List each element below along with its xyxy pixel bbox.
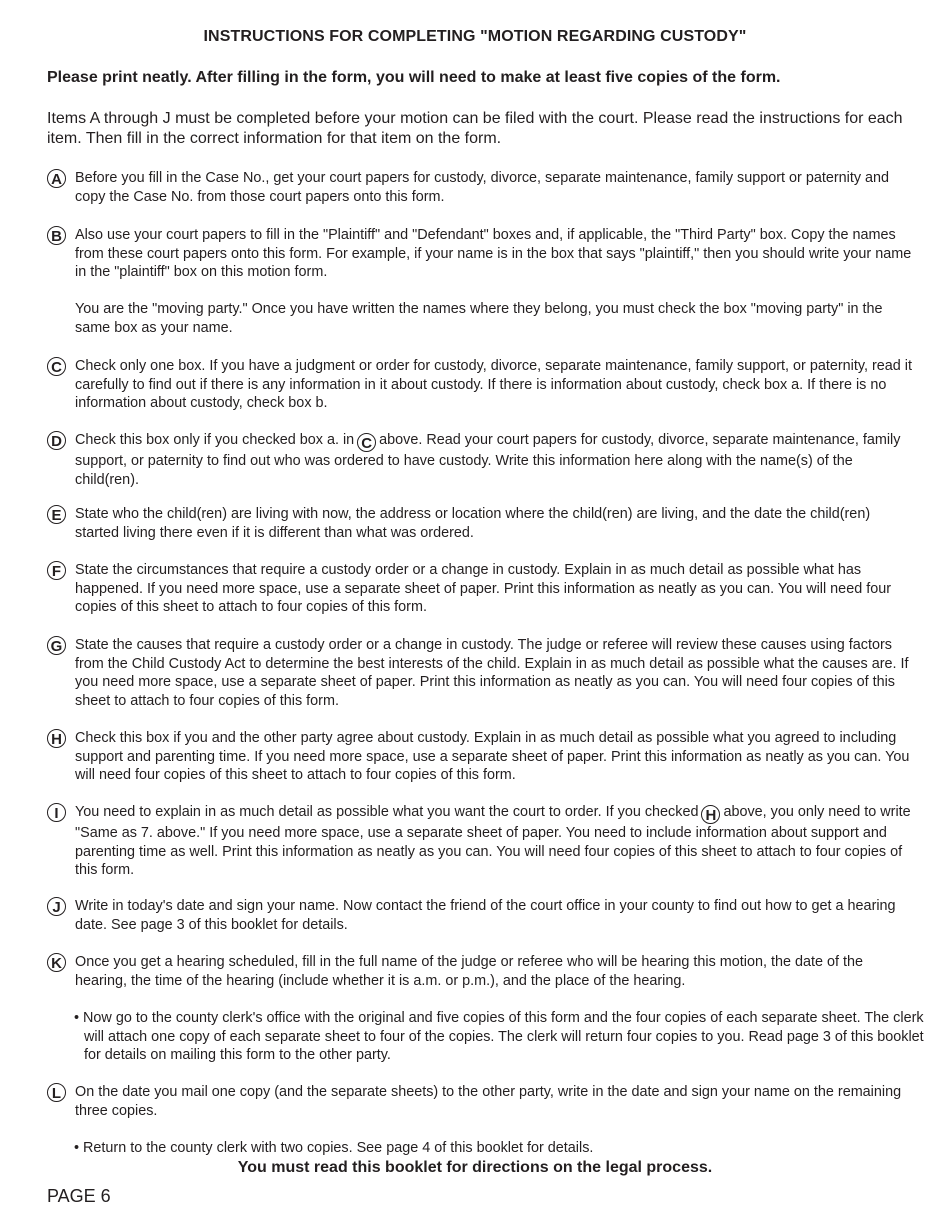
item-letter-badge: J xyxy=(47,897,66,916)
item-letter-badge: I xyxy=(47,803,66,822)
item-f xyxy=(47,561,913,617)
item-letter-badge: K xyxy=(47,953,66,972)
item-text: On the date you mail one copy (and the separate sheets) to the other party, write in the date and sign your name on the remaining three copies. xyxy=(75,1084,902,1119)
item-reference-badge: H xyxy=(701,805,720,824)
item-letter-badge: F xyxy=(47,561,66,580)
item-letter-badge: H xyxy=(47,729,66,748)
page-title: INSTRUCTIONS FOR COMPLETING "MOTION REGARDING CUSTODY" xyxy=(203,28,747,45)
item-letter-badge: C xyxy=(47,357,66,376)
item-text-moving-party: You are the "moving party." Once you have written the names where they belong, you must check the box "moving party" in the same box as your name. xyxy=(75,301,883,336)
item-text: State the causes that require a custody order or a change in custody. The judge or referee will review these causes using factors from the Child Custody Act to determine the best interests of the child. Explain in as much detail as possible what the causes are. If you need more space, use a separate sheet of paper. Print this information as neatly as you can. You will need four copies of this sheet to attach to four copies of this form. xyxy=(75,637,909,709)
item-text: Check only one box. If you have a judgment or order for custody, divorce, separate maintenance, family support, or paternity, read it carefully to find out if there is any information in it about custody. If there is information about custody, check box a. If there is no information about custody, check box b. xyxy=(75,358,912,412)
item-letter-badge: E xyxy=(47,505,66,524)
bullet-return-clerk: • Return to the county clerk with two copies. See page 4 of this booklet for details. xyxy=(74,1140,594,1156)
item-c xyxy=(47,357,913,413)
item-text xyxy=(75,431,913,489)
page-number: PAGE 6 xyxy=(47,1186,111,1206)
item-letter-badge: D xyxy=(47,431,66,450)
item-k xyxy=(47,953,913,990)
item-text-after: above. Read your court papers for custody, divorce, separate maintenance, family support, or paternity to find out who was ordered to have custody. Write this information here along with the name(s) of the child(ren). xyxy=(75,432,901,488)
intro-instructions: Items A through J must be completed before your motion can be filed with the court. Please read the instructions for each item. Then fill in the correct information for that item on the form. xyxy=(47,110,903,147)
item-text: Check this box if you and the other party agree about custody. Explain in as much detail as possible what you agreed to including support and parenting time. If you need more space, use a separate sheet of paper. Print this information as neatly as you can. You will need four copies of this sheet to attach to four copies of this form. xyxy=(75,730,910,784)
intro-print-neatly: Please print neatly. After filling in the form, you will need to make at least five copies of the form. xyxy=(47,69,781,86)
item-d xyxy=(47,431,913,489)
item-letter-badge: B xyxy=(47,226,66,245)
item-g xyxy=(47,636,913,710)
item-e xyxy=(47,505,913,542)
item-b xyxy=(47,226,913,338)
item-j xyxy=(47,897,913,934)
item-a xyxy=(47,169,913,206)
item-text: Also use your court papers to fill in the "Plaintiff" and "Defendant" boxes and, if applicable, the "Third Party" box. Copy the names from these court papers onto this form. For example, if your name is in the box that says "plaintiff," then you should write your name in the "plaintiff" box on this motion form. xyxy=(75,227,912,281)
item-l xyxy=(47,1083,913,1120)
bullet-county-clerk: • Now go to the county clerk's office with the original and five copies of this form and the four copies of each separate sheet. The clerk will attach one copy of each separate sheet to four of the copies. The clerk will return four copies to you. Read page 3 of this booklet for details on mailing this form to the other party. xyxy=(74,1010,924,1064)
item-text: State the circumstances that require a custody order or a change in custody. Explain in as much detail as possible what has happened. If you need more space, use a separate sheet of paper. Print this information as neatly as you can. You will need four copies of this sheet to attach to four copies of this form. xyxy=(75,562,891,616)
item-i xyxy=(47,803,913,880)
item-text-after: above, you only need to write "Same as 7. above." If you need more space, use a separate sheet of paper. You need to include information about support and parenting time as well. Print this information as neatly as you can. You will need four copies of this sheet to attach to four copies of this form. xyxy=(75,804,911,879)
item-text: Write in today's date and sign your name. Now contact the friend of the court office in your county to find out how to get a hearing date. See page 3 of this booklet for details. xyxy=(75,898,896,933)
item-letter-badge: L xyxy=(47,1083,66,1102)
item-text-before: You need to explain in as much detail as possible what you want the court to order. If you checked xyxy=(75,804,699,820)
footer-note: You must read this booklet for directions on the legal process. xyxy=(237,1159,713,1176)
item-text xyxy=(75,803,913,880)
item-reference-badge: C xyxy=(357,433,376,452)
item-text: Once you get a hearing scheduled, fill in the full name of the judge or referee who will be hearing this motion, the date of the hearing, the time of the hearing (include whether it is a.m. or p.m.), and the place of the hearing. xyxy=(75,954,863,989)
item-text: Before you fill in the Case No., get your court papers for custody, divorce, separate maintenance, family support or paternity and copy the Case No. from those court papers onto this form. xyxy=(75,170,890,205)
item-text: State who the child(ren) are living with now, the address or location where the child(ren) are living, and the date the child(ren) started living there even if it is different than what was ordered. xyxy=(75,506,871,541)
item-letter-badge: G xyxy=(47,636,66,655)
item-h xyxy=(47,729,913,785)
item-letter-badge: A xyxy=(47,169,66,188)
item-text-before: Check this box only if you checked box a. in xyxy=(75,432,355,448)
